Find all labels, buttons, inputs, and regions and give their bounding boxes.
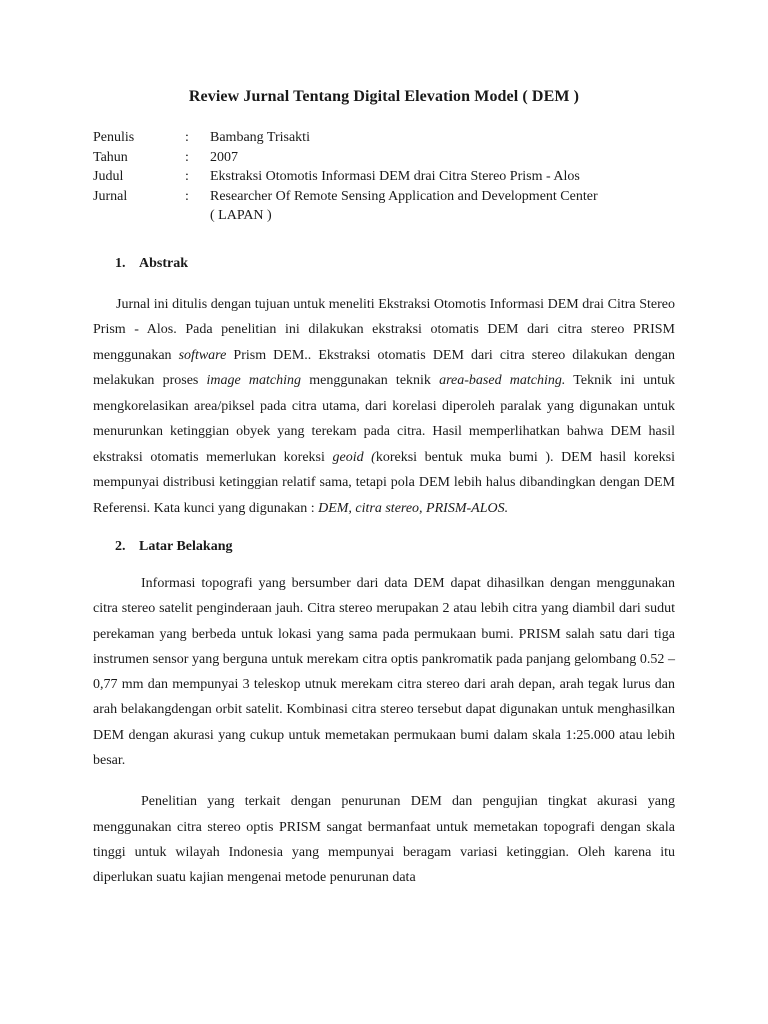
italic-run: area-based matching. (439, 373, 566, 388)
text-run: Jurnal ini ditulis dengan tujuan untuk meneliti Ekstraksi Otomotis Informasi DEM drai Citra Stereo Prism - Alos. Pada penelitian ini dilakukan ekstraksi otomatis DEM dari citra stereo PRISM menggunakan (93, 296, 675, 363)
meta-row-tahun (93, 148, 675, 168)
meta-value: Bambang Trisakti (210, 130, 310, 145)
background-paragraph-2: Penelitian yang terkait dengan penurunan DEM dan pengujian tingkat akurasi yang menggunakan citra stereo optis PRISM sangat bermanfaat untuk memetakan topografi dengan skala tinggi untuk wilayah Indonesia yang mempunyai beragam variasi ketinggian. Oleh karena itu diperlukan suatu kajian mengenai metode penurunan data (93, 794, 675, 886)
background-paragraph-1: Informasi topografi yang bersumber dari data DEM dapat dihasilkan dengan menggunakan citra stereo satelit penginderaan jauh. Citra stereo merupakan 2 atau lebih citra yang diambil dari sudut perekaman yang berbeda untuk lokasi yang sama pada permukaan bumi. PRISM salah satu dari tiga instrumen sensor yang berguna untuk merekam citra optis pankromatik pada panjang gelombang 0.52 – 0,77 mm dan mempunyai 3 teleskop utnuk merekam citra stereo dari arah depan, arah tegak lurus dan arah belakangdengan orbit satelit. Kombinasi citra stereo tersebut dapat digunakan untuk menghasilkan DEM dengan akurasi yang cukup untuk memetakan permukaan bumi dalam skala 1:25.000 atau lebih besar. (93, 576, 675, 769)
section-title: Latar Belakang (139, 539, 233, 554)
meta-row-judul (93, 167, 675, 187)
document-page (93, 88, 675, 891)
meta-row-penulis (93, 128, 675, 148)
meta-colon: : (185, 149, 189, 165)
meta-value: Ekstraksi Otomotis Informasi DEM drai Citra Stereo Prism - Alos (210, 169, 580, 184)
section-number: 1. (115, 255, 126, 271)
meta-value (210, 187, 675, 226)
section-heading-latar-belakang (115, 539, 675, 555)
text-run: Prism DEM.. Ekstraksi otomatis DEM dari citra stereo dilakukan dengan melakukan proses (93, 347, 675, 388)
meta-value-line: Researcher Of Remote Sensing Application and Development Center (210, 188, 598, 204)
italic-run: DEM, citra stereo, PRISM-ALOS. (318, 500, 509, 516)
background-section (93, 571, 675, 891)
abstract-paragraph (93, 292, 675, 522)
italic-run: image matching (206, 373, 302, 388)
italic-run: geoid ( (332, 449, 376, 465)
text-run: Teknik ini untuk mengkorelasikan area/piksel pada citra utama, dari korelasi diperoleh paralak yang digunakan untuk menurunkan ketinggian obyek yang terekam pada citra. Hasil memperlihatkan bahwa DEM hasil ekstraksi otomatis memerlukan koreksi (93, 373, 675, 465)
meta-label: Judul (93, 169, 124, 184)
meta-colon: : (185, 130, 189, 145)
italic-run: software (178, 347, 227, 363)
meta-row-jurnal (93, 187, 675, 226)
meta-colon: : (185, 188, 189, 204)
meta-value: 2007 (210, 149, 238, 165)
meta-label: Jurnal (93, 188, 128, 204)
meta-value-line: ( LAPAN ) (210, 208, 272, 223)
section-title: Abstrak (139, 255, 189, 271)
section-number: 2. (115, 539, 126, 554)
meta-colon: : (185, 169, 189, 184)
text-run: koreksi bentuk muka bumi ). DEM hasil koreksi mempunyai distribusi ketinggian relatif sama, tetapi pola DEM lebih halus dibandingkan dengan DEM Referensi. Kata kunci yang digunakan : (93, 449, 675, 516)
text-run: menggunakan teknik (301, 373, 440, 388)
metadata-block (93, 128, 675, 226)
document-title: Review Jurnal Tentang Digital Elevation Model ( DEM ) (188, 88, 580, 105)
meta-label: Tahun (93, 149, 128, 165)
meta-label: Penulis (93, 130, 135, 145)
section-heading-abstrak (115, 256, 675, 272)
